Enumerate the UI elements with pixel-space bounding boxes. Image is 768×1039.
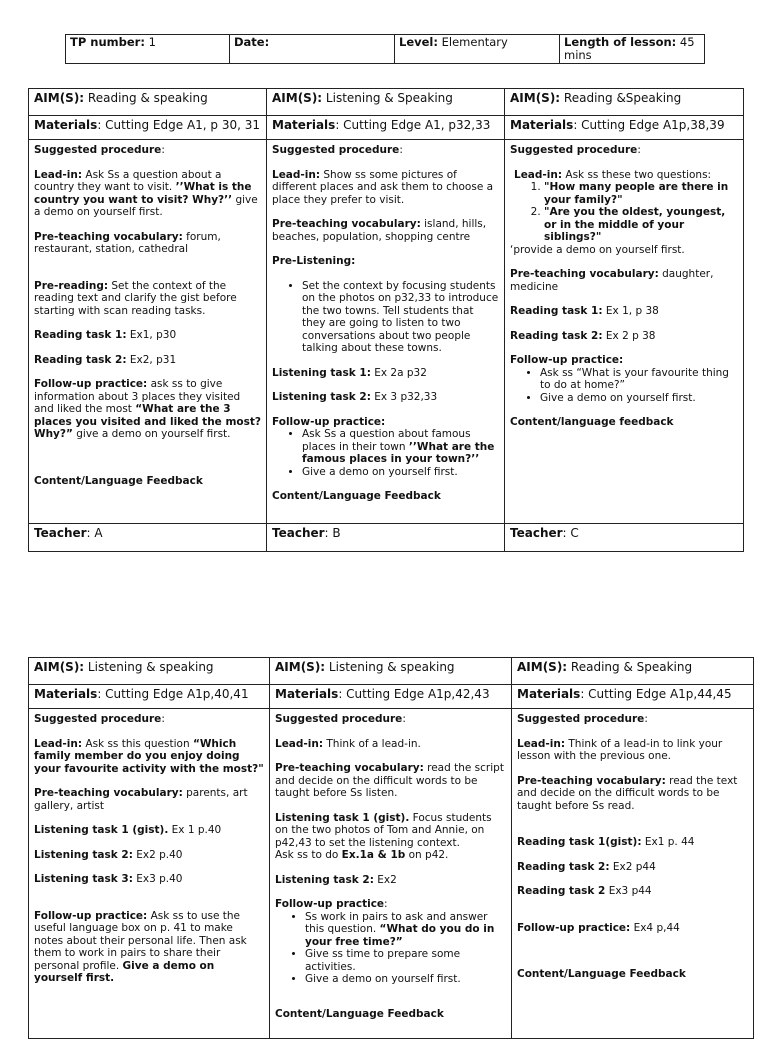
teacher-label: Teacher: [272, 526, 325, 540]
level-value: Elementary: [437, 35, 508, 49]
aim-label: AIM(S):: [517, 660, 568, 674]
materials-value: : Cutting Edge A1p,44,45: [580, 687, 732, 701]
list-item: • Give ss time to prepare some activities.: [305, 948, 506, 973]
follow-up-practice: Follow-up practice:: [510, 354, 624, 366]
materials-label: Materials: [510, 118, 574, 132]
length-label: Length of lesson:: [564, 35, 677, 49]
pre-listening: Pre-Listening:: [272, 255, 356, 267]
lead-in-demo: ‘provide a demo on yourself first.: [510, 243, 685, 256]
materials-cell: [270, 685, 512, 709]
materials-value: : Cutting Edge A1p,40,41: [97, 687, 249, 701]
list-item: 2. "Are you the oldest, youngest, or in the middle of your siblings?": [544, 206, 738, 244]
aim-cell: [505, 89, 744, 116]
aim-label: AIM(S):: [510, 91, 561, 105]
teacher-label: Teacher: [34, 526, 87, 540]
lead-in: Lead-in: Think of a lead-in to link your lesson with the previous one.: [517, 737, 723, 762]
tp-number-value: 1: [144, 35, 156, 49]
teacher-cell: [267, 524, 505, 552]
materials-cell: [505, 116, 744, 140]
listening-task-2: Listening task 2: Ex 3 p32,33: [272, 391, 438, 403]
list-item: • Ss work in pairs to ask and answer this question. “What do you do in your free time?”: [305, 911, 506, 949]
reading-task-1: Reading task 1: Ex 1, p 38: [510, 305, 659, 317]
aim-cell: [267, 89, 505, 116]
content-language-feedback: Content/Language Feedback: [275, 1007, 444, 1020]
reading-task-1: Reading task 1: Ex1, p30: [34, 329, 177, 341]
procedure-heading: Suggested procedure:: [510, 144, 641, 156]
tp-number-label: TP number:: [70, 35, 145, 49]
teacher-cell: [505, 524, 744, 552]
materials-value: : Cutting Edge A1, p 30, 31: [97, 118, 261, 132]
lead-in-questions: [510, 181, 738, 244]
materials-label: Materials: [517, 687, 581, 701]
materials-cell: [267, 116, 505, 140]
aim-cell: [512, 658, 754, 685]
length-value: 45 mins: [564, 35, 695, 62]
materials-value: : Cutting Edge A1p,42,43: [338, 687, 490, 701]
pre-listening-list: [272, 280, 499, 355]
materials-label: Materials: [272, 118, 336, 132]
pre-teaching-vocabulary: Pre-teaching vocabulary: forum, restaurant, station, cathedral: [34, 230, 221, 255]
teacher-value: : B: [324, 526, 341, 540]
reading-task-3: Reading task 2 Ex3 p44: [517, 885, 652, 897]
list-item: • Give a demo on yourself first.: [540, 392, 738, 405]
level-cell: [395, 35, 560, 64]
lesson-plan-table-1: [28, 88, 744, 552]
lead-in: Lead-in: Ask ss these two questions:: [514, 168, 712, 181]
pre-teaching-vocabulary: Pre-teaching vocabulary: read the text and decide on the difficult words to be taught before Ss read.: [517, 774, 738, 812]
aim-value: Reading & speaking: [84, 91, 208, 105]
content-language-feedback: Content/Language Feedback: [517, 968, 686, 980]
procedure-heading: Suggested procedure:: [34, 144, 165, 156]
listening-task-3: Listening task 3: Ex3 p.40: [34, 873, 183, 885]
reading-task-1: Reading task 1(gist): Ex1 p. 44: [517, 836, 695, 848]
aim-value: Listening & speaking: [84, 660, 214, 674]
listening-task-2: Listening task 2: Ex2: [275, 873, 397, 886]
length-cell: [560, 35, 705, 64]
aim-cell: [29, 89, 267, 116]
aim-cell: [270, 658, 512, 685]
procedure-cell: [267, 140, 505, 524]
date-cell: [230, 35, 395, 64]
materials-label: Materials: [34, 687, 98, 701]
lead-in: Lead-in: Ask Ss a question about a country they want to visit. ’’What is the country you want to visit? Why?’’ give a demo on yourself first.: [34, 168, 258, 218]
procedure-cell: [270, 709, 512, 1039]
pre-teaching-vocabulary: Pre-teaching vocabulary: daughter, medicine: [510, 268, 714, 293]
materials-value: : Cutting Edge A1p,38,39: [573, 118, 725, 132]
level-label: Level:: [399, 35, 438, 49]
procedure-heading: Suggested procedure:: [275, 713, 406, 725]
aim-value: Reading &Speaking: [560, 91, 682, 105]
reading-task-2: Reading task 2: Ex2 p44: [517, 860, 656, 873]
list-item: • Set the context by focusing students on the photos on p32,33 to introduce the two towns. Tell students that they are going to listen to two conversations about two people talking about these towns.: [302, 280, 499, 355]
follow-up-practice: Follow-up practice:: [272, 415, 386, 428]
pre-teaching-vocabulary: Pre-teaching vocabulary: parents, art gallery, artist: [34, 787, 248, 812]
content-language-feedback: Content/Language Feedback: [272, 490, 441, 502]
follow-up-list: [510, 367, 738, 405]
pre-teaching-vocabulary: Pre-teaching vocabulary: island, hills, beaches, population, shopping centre: [272, 218, 487, 243]
procedure-heading: Suggested procedure:: [517, 713, 648, 725]
procedure-cell: [505, 140, 744, 524]
list-item: • Ask Ss a question about famous places in their town ’’What are the famous places in your town?’’: [302, 428, 499, 466]
procedure-heading: Suggested procedure:: [272, 144, 403, 156]
lead-in: Lead-in: Show ss some pictures of different places and ask them to choose a place they prefer to visit.: [272, 168, 494, 206]
materials-cell: [512, 685, 754, 709]
aim-label: AIM(S):: [34, 660, 85, 674]
follow-up-practice: Follow-up practice: Ex4 p,44: [517, 921, 680, 934]
aim-cell: [29, 658, 270, 685]
lesson-header-table: [65, 34, 705, 64]
aim-label: AIM(S):: [272, 91, 323, 105]
list-item: • Give a demo on yourself first.: [302, 466, 499, 479]
content-language-feedback: Content/Language Feedback: [34, 474, 203, 487]
follow-up-list: [272, 428, 499, 478]
content-language-feedback: Content/language feedback: [510, 416, 674, 428]
listening-task-1: Listening task 1: Ex 2a p32: [272, 366, 427, 379]
teacher-value: : A: [86, 526, 103, 540]
teacher-value: : C: [562, 526, 579, 540]
procedure-cell: [29, 709, 270, 1039]
list-item: 1. "How many people are there in your family?": [544, 181, 738, 206]
listening-task-1: Listening task 1 (gist). Focus students on the two photos of Tom and Annie, on p42,43 to set the listening context. Ask ss to do Ex.1a & 1b on p42.: [275, 811, 492, 861]
procedure-cell: [29, 140, 267, 524]
listening-task-1: Listening task 1 (gist). Ex 1 p.40: [34, 824, 222, 836]
aim-label: AIM(S):: [34, 91, 85, 105]
materials-cell: [29, 116, 267, 140]
follow-up-practice: Follow-up practice: Ask ss to use the useful language box on p. 41 to make notes about their personal life. Then ask them to work in pairs to share their personal profile. Give a demo on yourself first.: [34, 909, 247, 984]
reading-task-2: Reading task 2: Ex 2 p 38: [510, 329, 656, 342]
lead-in: Lead-in: Ask ss this question “Which family member do you enjoy doing your favourite activity with the most?": [34, 737, 264, 775]
teacher-label: Teacher: [510, 526, 563, 540]
lesson-plan-table-2: [28, 657, 754, 1039]
aim-value: Listening & Speaking: [322, 91, 453, 105]
reading-task-2: Reading task 2: Ex2, p31: [34, 353, 177, 366]
date-label: Date:: [234, 35, 270, 49]
aim-value: Listening & speaking: [325, 660, 455, 674]
pre-teaching-vocabulary: Pre-teaching vocabulary: read the script and decide on the difficult words to be taught before Ss listen.: [275, 762, 504, 799]
follow-up-practice: Follow-up practice: ask ss to give information about 3 places they visited and liked the most “What are the 3 places you visited and liked the most? Why?” give a demo on yourself first.: [34, 378, 261, 440]
procedure-cell: [512, 709, 754, 1039]
list-item: • Ask ss “What is your favourite thing to do at home?”: [540, 367, 738, 392]
pre-reading: Pre-reading: Set the context of the reading text and clarify the gist before starting with scan reading tasks.: [34, 279, 237, 317]
materials-value: : Cutting Edge A1, p32,33: [335, 118, 491, 132]
follow-up-practice: Follow-up practice:: [275, 898, 388, 910]
aim-value: Reading & Speaking: [567, 660, 693, 674]
teacher-cell: [29, 524, 267, 552]
follow-up-list: [275, 911, 506, 986]
lead-in: Lead-in: Think of a lead-in.: [275, 737, 421, 750]
listening-task-2: Listening task 2: Ex2 p.40: [34, 848, 183, 861]
materials-cell: [29, 685, 270, 709]
materials-label: Materials: [275, 687, 339, 701]
list-item: • Give a demo on yourself first.: [305, 973, 506, 986]
procedure-heading: Suggested procedure:: [34, 713, 165, 725]
aim-label: AIM(S):: [275, 660, 326, 674]
tp-number-cell: [66, 35, 230, 64]
materials-label: Materials: [34, 118, 98, 132]
